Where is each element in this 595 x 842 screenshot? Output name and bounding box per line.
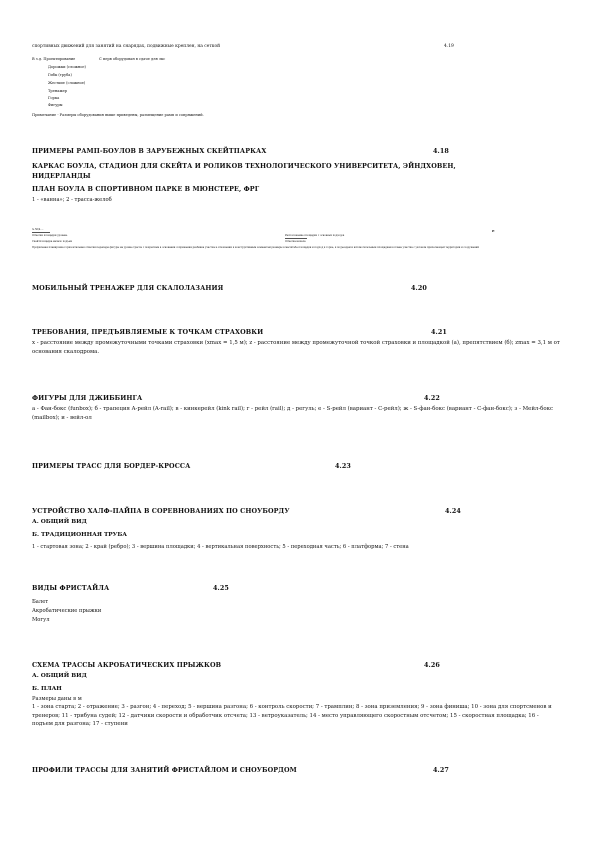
note: Примечание - Размеры оборудования выше приведены, размещение рамп и сопряжений. — [32, 113, 204, 117]
tiny-note: Отметка начала — [285, 240, 306, 243]
subheading: А. ОБЩИЙ ВИД — [32, 519, 87, 525]
section-title: ВИДЫ ФРИСТАЙЛА — [32, 584, 110, 592]
list-item: Фигуры — [48, 103, 63, 107]
section-text: а - Фан-бокс (funbox); б - трапеция A-рейл (A-rail); в - кинкерейл (kink rail); г - рейл (rail); д - регуль; е - S-рейл (вариант - С-рейл); ж - S-фан-бокс (вариант - С-фан-бокс); з - Мейл-бокс (mailbox); и - вейл-ол — [32, 406, 554, 421]
divider — [285, 238, 307, 239]
subheading: ПЛАН БОУЛА В СПОРТИВНОМ ПАРКЕ В МЮНСТЕРЕ, ФРГ — [32, 185, 260, 193]
section-number: 4.26 — [424, 661, 440, 669]
section-title: ПРИМЕРЫ РАМП-БОУЛОВ В ЗАРУБЕЖНЫХ СКЕЙТПАРКАХ — [32, 147, 267, 155]
list-item: Могул — [32, 617, 50, 623]
list-item: Жесткие (сложное) — [48, 81, 86, 85]
section-title: МОБИЛЬНЫЙ ТРЕНАЖЕР ДЛЯ СКАЛОЛАЗАНИЯ — [32, 284, 224, 292]
section-number: 4.22 — [424, 394, 440, 402]
section-number: 4.20 — [411, 284, 427, 292]
subheading: Б. ТРАДИЦИОННАЯ ТРУБА — [32, 532, 128, 538]
section-title: ПРОФИЛИ ТРАССЫ ДЛЯ ЗАНЯТИЙ ФРИСТАЙЛОМ И СНОУБОРДОМ — [32, 766, 297, 774]
section-title: ПРИМЕРЫ ТРАСС ДЛЯ БОРДЕР-КРОССА — [32, 462, 191, 470]
list-item: Тренажер — [48, 89, 68, 93]
legend: 1 - «ванна»; 2 - трасса-желоб — [32, 197, 112, 203]
list-item: Балет — [32, 599, 49, 605]
divider — [32, 232, 50, 233]
section-title: УСТРОЙСТВО ХАЛФ-ПАЙПА В СОРЕВНОВАНИЯХ ПО СНОУБОРДУ — [32, 507, 290, 515]
subheading: КАРКАС БОУЛА, СТАДИОН ДЛЯ СКЕЙТА И РОЛИКОВ ТЕХНОЛОГИЧЕСКОГО УНИВЕРСИТЕТА, ЭЙНДХОВЕН, — [32, 162, 456, 170]
list-item: Гибк (труба) — [48, 73, 72, 77]
section-title: СХЕМА ТРАССЫ АКРОБАТИЧЕСКИХ ПРЫЖКОВ — [32, 661, 222, 669]
tiny-note: Расположение площадки с основных подходов — [285, 234, 345, 237]
tiny-note: Отметки площадки уровень — [32, 234, 68, 237]
top-line: спортивных движений для занятий на снарядах, подвижные креплен, на сеткой — [32, 44, 221, 49]
subheading: А. ОБЩИЙ ВИД — [32, 673, 87, 679]
section-number: 4.27 — [433, 766, 449, 774]
list-item: Акробатические прыжки — [32, 608, 102, 614]
section-title: ФИГУРЫ ДЛЯ ДЖИББИНГА — [32, 394, 143, 402]
section-title: ТРЕБОВАНИЯ, ПРЕДЪЯВЛЯЕМЫЕ К ТОЧКАМ СТРАХОВКИ — [32, 328, 264, 336]
top-line-number: 4.19 — [444, 44, 454, 49]
section-text: х - расстояние между промежуточными точками страховки (хmах = 1,5 м); z - расстояние между промежуточной точкой страховки и площадкой (а), препятствием (б); zmах = 3,1 м от основания скалодрома. — [32, 340, 560, 355]
section-number: 4.24 — [445, 507, 461, 515]
subheading: Б. ПЛАН — [32, 686, 62, 692]
section-number: 4.25 — [213, 584, 229, 592]
tiny-note: № 56/4 ... — [32, 228, 44, 231]
units-note: Размеры даны в м — [32, 696, 82, 702]
legend: 1 - зона старта; 2 - отражение; 3 - разгон; 4 - переход; 5 - вершина разгона; 6 - контроль скорости; 7 - трамплин; 8 - зона приземления; 9 - зона финиша; 10 - зона для спортсменов и тренеров; 11 - трибуна судей; 12 - датчики скорости и обработчик отсчета; 13 - ветроуказатель; 14 - место управляющего скоростным отсчетом; 15 - скоростная площадка; 16 - подъем для разгона; 17 - ступени — [32, 704, 552, 728]
tiny-note: е — [492, 228, 495, 233]
legend: 1 - стартовая зона; 2 - край (ребро); 3 - вершина площадки; 4 - вертикальная поверхность; 5 - переходная часть; 6 - платформа; 7 - стена — [32, 544, 409, 550]
section-number: 4.18 — [433, 147, 449, 155]
row-label: В з.д. Проектирование — [32, 57, 76, 61]
list-item: Горка — [48, 96, 60, 100]
section-number: 4.21 — [431, 328, 447, 336]
tiny-note: Профильная планировка горизонтальная отметки перепады фигуры на уровне трассы с покрытием в основании сопряжения разбивка участка в отношении к конструктивным элементам размеры в масштабе площадки и подход к горке, к подъездам и вспомогательным площадкам в плане участка с уклоном прилегающей территории и сооружений — [32, 246, 479, 249]
tiny-note: Скейтплощадка начало подъем — [32, 240, 73, 243]
row-text: С перв оборудован в сдаче для экс — [99, 57, 166, 61]
list-item: Дорожки (сложное) — [48, 65, 86, 69]
section-number: 4.23 — [335, 462, 351, 470]
subheading: НИДЕРЛАНДЫ — [32, 172, 91, 180]
